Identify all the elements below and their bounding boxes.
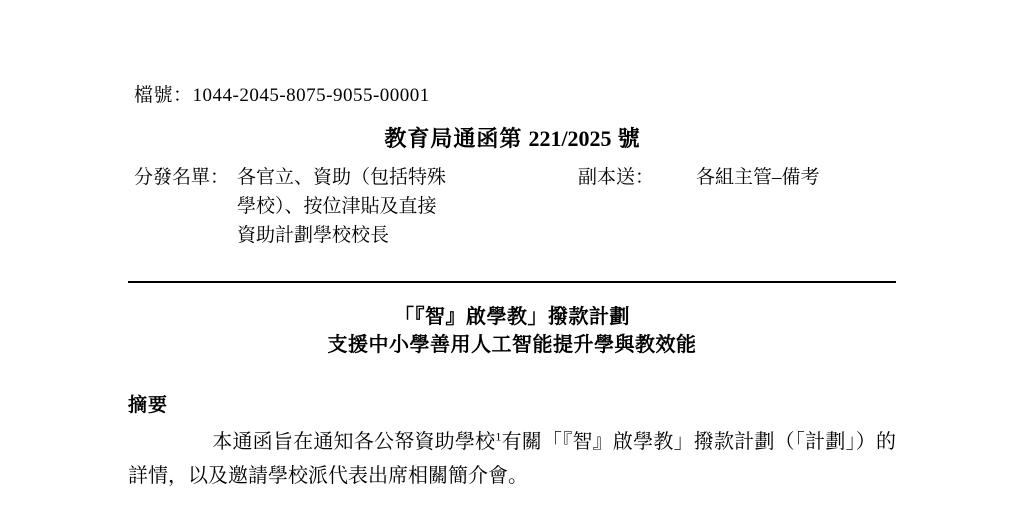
footnote-marker: 1 [495,429,502,444]
summary-text-part-2: 有關「『智』啟學教」撥款計劃（「計劃」）的詳情，以及邀請學校派代表出席相關簡介會。 [128,431,897,487]
distribution-list [134,163,534,250]
summary-text-part-1: 本通函旨在通知各公帑資助學校 [212,431,496,453]
horizontal-divider [128,281,896,283]
copy-to-value: 各組主管–備考 [696,167,820,188]
file-reference-line: 檔號：1044-2045-8075-9055-00001 [134,85,430,106]
document-title [128,303,896,359]
document-body [128,0,896,514]
summary-paragraph [128,425,896,493]
distribution-line: 資助計劃學校校長 [237,225,390,246]
title-line-1: 「『智』啟學教」撥款計劃 [394,306,630,328]
circular-number: 221/2025 [528,126,612,151]
circular-label: 教育局通函第 [384,126,523,151]
distribution-value [237,163,534,250]
distribution-label: 分發名單： [134,167,230,188]
distribution-line: 各官立、資助（包括特殊 [237,167,447,188]
distribution-line: 學校）、按位津貼及直接 [237,196,437,217]
circular-heading [128,122,896,153]
title-line-2: 支援中小學善用人工智能提升學與教效能 [327,334,697,356]
summary-heading: 摘要 [128,395,169,416]
copy-to-block [578,163,820,192]
copy-to-label: 副本送： [578,167,655,188]
circular-number-suffix: 號 [617,126,640,151]
